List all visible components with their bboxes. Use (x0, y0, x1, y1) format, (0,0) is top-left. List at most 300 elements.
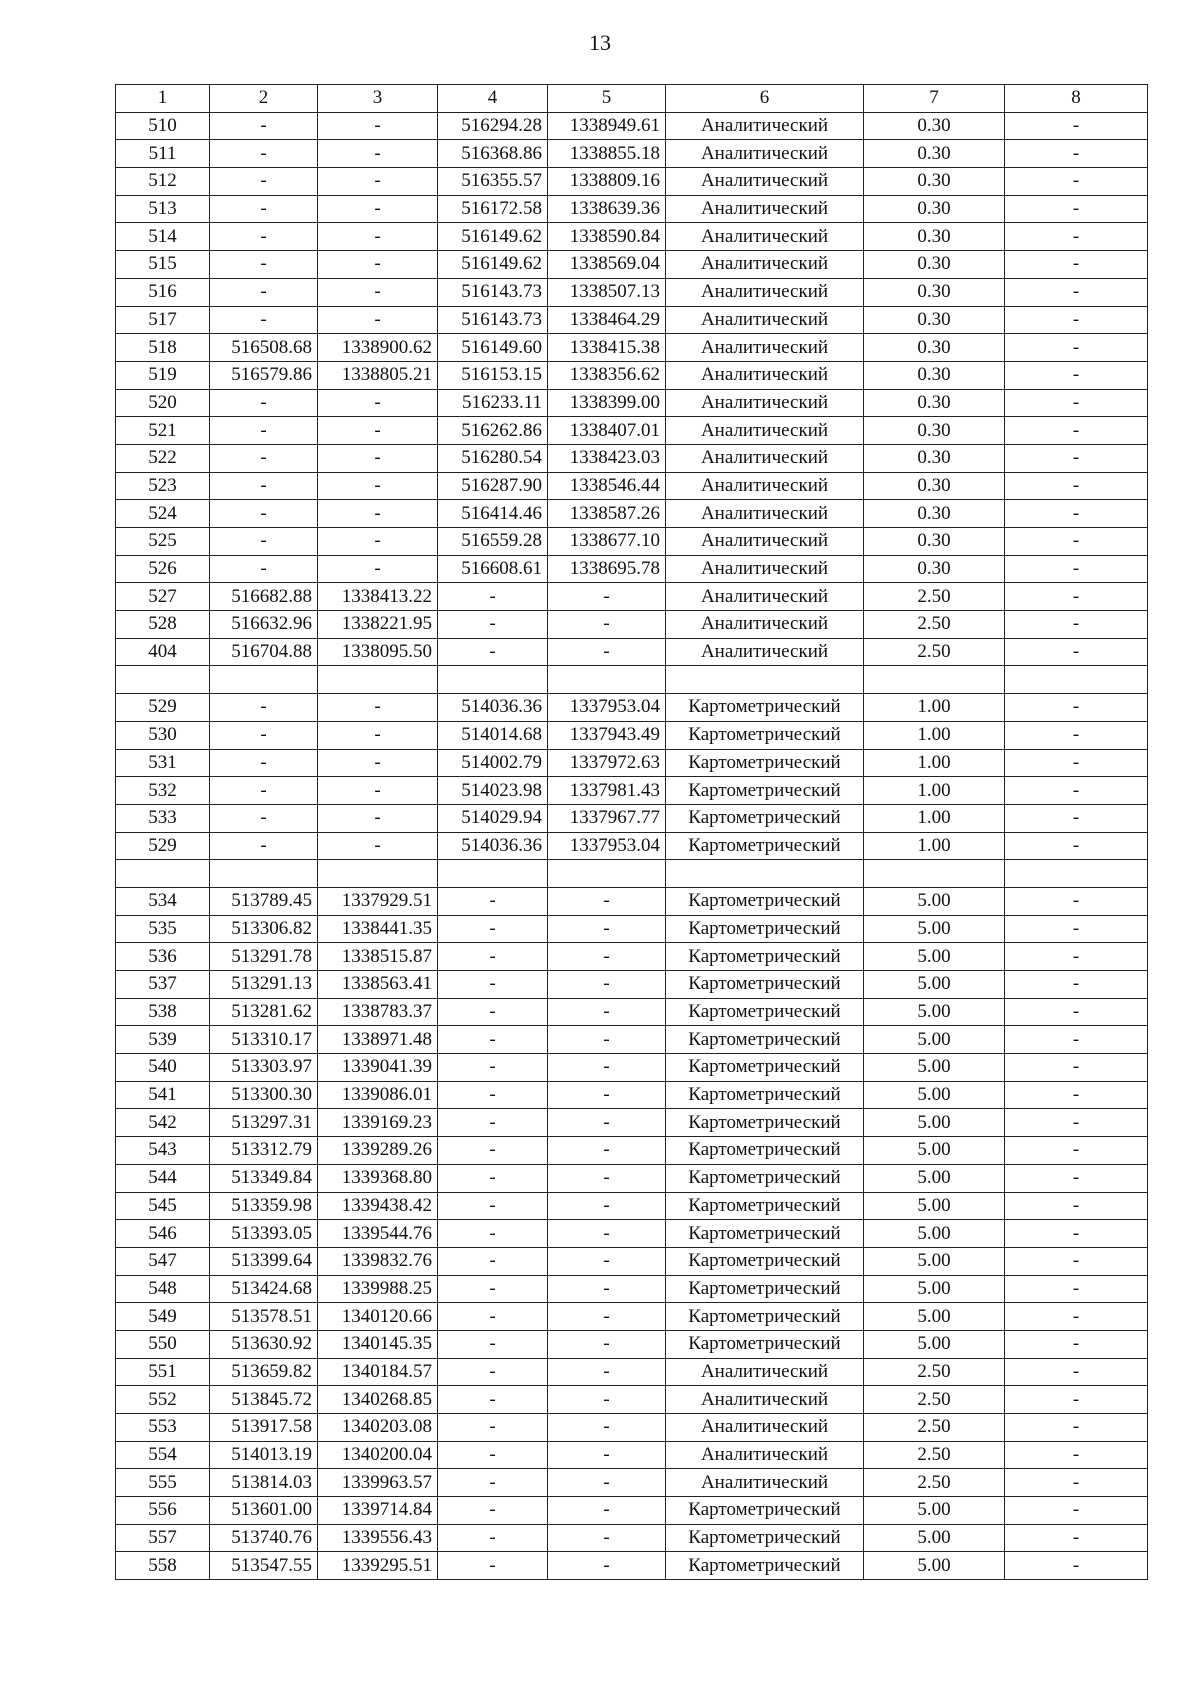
table-cell: - (548, 1137, 666, 1165)
table-cell: 514036.36 (438, 832, 548, 860)
table-cell: 514002.79 (438, 749, 548, 777)
table-row (116, 223, 1148, 251)
table-cell: 528 (116, 611, 210, 639)
table-cell: - (438, 887, 548, 915)
table-cell: 5.00 (864, 1247, 1005, 1275)
table-cell: 529 (116, 832, 210, 860)
table-cell: - (1005, 1220, 1148, 1248)
table-cell: 5.00 (864, 1109, 1005, 1137)
table-cell: Картометрический (666, 998, 864, 1026)
table-cell: 5.00 (864, 1524, 1005, 1552)
table-cell: 513306.82 (210, 915, 318, 943)
table-row (116, 721, 1148, 749)
table-cell: 1338356.62 (548, 361, 666, 389)
table-cell: 1340203.08 (318, 1414, 438, 1442)
table-row (116, 528, 1148, 556)
table-cell: - (1005, 1303, 1148, 1331)
table-cell: - (1005, 1414, 1148, 1442)
table-cell: 5.00 (864, 971, 1005, 999)
table-cell: - (1005, 1026, 1148, 1054)
table-cell: - (318, 112, 438, 140)
table-cell: - (548, 638, 666, 666)
table-cell: 516143.73 (438, 306, 548, 334)
table-cell: - (548, 1469, 666, 1497)
table-cell: - (1005, 1358, 1148, 1386)
table-cell: - (318, 721, 438, 749)
table-cell: 1338569.04 (548, 251, 666, 279)
table-row (116, 306, 1148, 334)
table-cell (116, 666, 210, 694)
table-cell: Аналитический (666, 361, 864, 389)
table-cell: - (548, 1026, 666, 1054)
table-cell: - (318, 251, 438, 279)
table-cell: 5.00 (864, 1275, 1005, 1303)
table-cell: - (1005, 1552, 1148, 1580)
table-cell: 545 (116, 1192, 210, 1220)
table-cell: 1338546.44 (548, 472, 666, 500)
table-cell: - (210, 223, 318, 251)
table-cell: 2.50 (864, 638, 1005, 666)
table-cell: 5.00 (864, 1497, 1005, 1525)
table-row (116, 1054, 1148, 1082)
table-cell: 523 (116, 472, 210, 500)
table-cell: - (210, 444, 318, 472)
table-cell: - (548, 611, 666, 639)
table-cell: - (1005, 500, 1148, 528)
table-cell: 532 (116, 777, 210, 805)
table-cell: 516355.57 (438, 168, 548, 196)
table-cell: 513300.30 (210, 1081, 318, 1109)
table-cell: - (438, 1524, 548, 1552)
table-cell: 0.30 (864, 389, 1005, 417)
table-cell: Аналитический (666, 278, 864, 306)
table-cell: 513789.45 (210, 887, 318, 915)
table-cell: - (1005, 943, 1148, 971)
table-cell: - (438, 1497, 548, 1525)
table-cell: 541 (116, 1081, 210, 1109)
table-cell: - (1005, 168, 1148, 196)
table-cell (864, 860, 1005, 888)
table-row (116, 472, 1148, 500)
table-cell: Картометрический (666, 1137, 864, 1165)
table-cell: 1337943.49 (548, 721, 666, 749)
table-cell: 513399.64 (210, 1247, 318, 1275)
table-cell: - (548, 1552, 666, 1580)
table-cell: - (318, 444, 438, 472)
table-cell: Картометрический (666, 1330, 864, 1358)
table-cell: - (548, 1358, 666, 1386)
table-cell: 513291.78 (210, 943, 318, 971)
table-cell: - (1005, 555, 1148, 583)
table-cell: - (1005, 389, 1148, 417)
table-cell: 533 (116, 804, 210, 832)
table-row (116, 251, 1148, 279)
table-cell: 1.00 (864, 749, 1005, 777)
table-cell: - (548, 1524, 666, 1552)
table-cell: 0.30 (864, 528, 1005, 556)
table-cell: - (210, 694, 318, 722)
table-cell (318, 860, 438, 888)
table-cell: Аналитический (666, 555, 864, 583)
table-cell: 516632.96 (210, 611, 318, 639)
table-header-row (116, 85, 1148, 113)
table-cell: - (210, 278, 318, 306)
table-cell: 519 (116, 361, 210, 389)
table-cell (210, 666, 318, 694)
table-cell: 513547.55 (210, 1552, 318, 1580)
table-cell: - (1005, 1524, 1148, 1552)
table-row (116, 943, 1148, 971)
table-cell: 516608.61 (438, 555, 548, 583)
table-cell: Картометрический (666, 1497, 864, 1525)
table-cell (666, 860, 864, 888)
table-row (116, 444, 1148, 472)
table-cell: Аналитический (666, 112, 864, 140)
table-cell: - (438, 1247, 548, 1275)
table-row (116, 666, 1148, 694)
header-cell: 6 (666, 85, 864, 113)
coordinates-table (115, 84, 1148, 1580)
table-cell: - (438, 1109, 548, 1137)
table-cell: Картометрический (666, 1552, 864, 1580)
table-cell: Картометрический (666, 832, 864, 860)
table-cell: - (438, 1054, 548, 1082)
table-cell: 513359.98 (210, 1192, 318, 1220)
table-cell: Картометрический (666, 804, 864, 832)
table-cell: 552 (116, 1386, 210, 1414)
table-cell: 1339438.42 (318, 1192, 438, 1220)
table-row (116, 1386, 1148, 1414)
table-cell: 516149.62 (438, 251, 548, 279)
table-cell: 516280.54 (438, 444, 548, 472)
table-row (116, 1275, 1148, 1303)
table-cell: - (318, 223, 438, 251)
table-row (116, 1081, 1148, 1109)
table-cell: 516149.60 (438, 334, 548, 362)
table-cell: 1338695.78 (548, 555, 666, 583)
table-cell: - (1005, 832, 1148, 860)
table-cell: 5.00 (864, 1081, 1005, 1109)
table-cell: 5.00 (864, 998, 1005, 1026)
table-row (116, 1358, 1148, 1386)
table-cell: 0.30 (864, 472, 1005, 500)
table-cell: - (1005, 887, 1148, 915)
table-cell: - (1005, 1497, 1148, 1525)
table-cell: - (1005, 1081, 1148, 1109)
table-cell: - (548, 1192, 666, 1220)
table-cell: - (1005, 472, 1148, 500)
table-cell: 522 (116, 444, 210, 472)
table-cell: 521 (116, 417, 210, 445)
table-cell: 1339988.25 (318, 1275, 438, 1303)
table-cell: Картометрический (666, 1524, 864, 1552)
table-cell (548, 666, 666, 694)
table-cell: 544 (116, 1164, 210, 1192)
table-cell: Аналитический (666, 140, 864, 168)
table-cell: Картометрический (666, 1054, 864, 1082)
table-cell: Картометрический (666, 1247, 864, 1275)
table-cell: 0.30 (864, 112, 1005, 140)
header-cell: 3 (318, 85, 438, 113)
table-cell: - (438, 1081, 548, 1109)
table-cell: Картометрический (666, 1109, 864, 1137)
table-row (116, 804, 1148, 832)
table-cell: 516149.62 (438, 223, 548, 251)
table-cell: - (1005, 334, 1148, 362)
table-cell: 1337972.63 (548, 749, 666, 777)
table-cell: 5.00 (864, 1026, 1005, 1054)
table-cell: - (548, 915, 666, 943)
table-cell: - (1005, 638, 1148, 666)
table-cell: 1339832.76 (318, 1247, 438, 1275)
table-cell: - (1005, 1247, 1148, 1275)
table-cell: Картометрический (666, 749, 864, 777)
table-cell: Аналитический (666, 1358, 864, 1386)
table-cell: 5.00 (864, 1552, 1005, 1580)
table-cell: - (1005, 361, 1148, 389)
table-cell: - (1005, 528, 1148, 556)
table-cell (1005, 860, 1148, 888)
table-cell: 555 (116, 1469, 210, 1497)
table-row (116, 500, 1148, 528)
table-cell: 1339169.23 (318, 1109, 438, 1137)
header-cell: 5 (548, 85, 666, 113)
table-cell: - (438, 1469, 548, 1497)
table-cell: - (1005, 1275, 1148, 1303)
table-cell: 556 (116, 1497, 210, 1525)
table-cell: 1338413.22 (318, 583, 438, 611)
table-cell (1005, 666, 1148, 694)
table-cell: 514014.68 (438, 721, 548, 749)
table-row (116, 1524, 1148, 1552)
table-cell: - (1005, 777, 1148, 805)
header-cell: 8 (1005, 85, 1148, 113)
table-cell: Картометрический (666, 1026, 864, 1054)
table-cell: - (548, 583, 666, 611)
table-cell: - (1005, 112, 1148, 140)
table-cell: 542 (116, 1109, 210, 1137)
table-cell: 535 (116, 915, 210, 943)
table-cell: 1.00 (864, 832, 1005, 860)
table-cell: 531 (116, 749, 210, 777)
table-cell: - (210, 749, 318, 777)
table-cell: - (548, 998, 666, 1026)
table-row (116, 915, 1148, 943)
table-cell: 1339544.76 (318, 1220, 438, 1248)
table-cell (438, 860, 548, 888)
table-cell: - (438, 1330, 548, 1358)
table-cell: Картометрический (666, 1081, 864, 1109)
table-cell: - (1005, 444, 1148, 472)
table-cell: 1339714.84 (318, 1497, 438, 1525)
table-cell: - (318, 832, 438, 860)
table-cell: Картометрический (666, 1303, 864, 1331)
table-cell: 5.00 (864, 915, 1005, 943)
table-row (116, 749, 1148, 777)
table-cell: 1339086.01 (318, 1081, 438, 1109)
table-cell: - (548, 1386, 666, 1414)
table-cell: 5.00 (864, 1330, 1005, 1358)
table-row (116, 1109, 1148, 1137)
table-cell: 546 (116, 1220, 210, 1248)
table-cell: Аналитический (666, 389, 864, 417)
table-cell: 0.30 (864, 278, 1005, 306)
table-cell: 513578.51 (210, 1303, 318, 1331)
table-cell: 1340145.35 (318, 1330, 438, 1358)
table-cell: 1339041.39 (318, 1054, 438, 1082)
table-cell: 513424.68 (210, 1275, 318, 1303)
table-cell: 512 (116, 168, 210, 196)
table-cell: 1339368.80 (318, 1164, 438, 1192)
table-cell: - (1005, 998, 1148, 1026)
table-cell: - (1005, 1164, 1148, 1192)
table-cell: 2.50 (864, 1441, 1005, 1469)
table-cell: - (548, 1109, 666, 1137)
table-cell: - (1005, 1469, 1148, 1497)
table-cell: 1338415.38 (548, 334, 666, 362)
table-cell: 1338441.35 (318, 915, 438, 943)
table-cell: 2.50 (864, 1469, 1005, 1497)
table-cell: - (438, 1441, 548, 1469)
table-cell: 1337953.04 (548, 694, 666, 722)
table-cell: - (1005, 223, 1148, 251)
table-cell: - (210, 500, 318, 528)
table-cell: - (548, 1441, 666, 1469)
table-cell: - (548, 1054, 666, 1082)
table-cell: 0.30 (864, 444, 1005, 472)
header-cell: 4 (438, 85, 548, 113)
table-cell: Аналитический (666, 528, 864, 556)
table-cell: Аналитический (666, 1386, 864, 1414)
table-cell: - (548, 971, 666, 999)
table-body (116, 112, 1148, 1579)
table-cell: 513393.05 (210, 1220, 318, 1248)
table-cell: 1338677.10 (548, 528, 666, 556)
table-cell: - (1005, 694, 1148, 722)
table-cell: - (548, 1303, 666, 1331)
table-cell: Картометрический (666, 915, 864, 943)
table-cell: 1340120.66 (318, 1303, 438, 1331)
table-cell: - (1005, 804, 1148, 832)
table-cell: - (318, 555, 438, 583)
table-cell: 516287.90 (438, 472, 548, 500)
table-cell: 2.50 (864, 611, 1005, 639)
table-cell: 1338805.21 (318, 361, 438, 389)
table-cell: - (438, 1552, 548, 1580)
table-row (116, 389, 1148, 417)
table-cell: 511 (116, 140, 210, 168)
table-cell: 513281.62 (210, 998, 318, 1026)
table-cell: - (318, 417, 438, 445)
table-cell: Аналитический (666, 1469, 864, 1497)
table-row (116, 1303, 1148, 1331)
table-cell (864, 666, 1005, 694)
table-cell: 1338900.62 (318, 334, 438, 362)
table-cell: Картометрический (666, 971, 864, 999)
table-cell: 5.00 (864, 1192, 1005, 1220)
table-cell: Аналитический (666, 417, 864, 445)
table-cell: 548 (116, 1275, 210, 1303)
table-row (116, 777, 1148, 805)
table-cell: 1338464.29 (548, 306, 666, 334)
table-cell: 513917.58 (210, 1414, 318, 1442)
table-cell: - (210, 168, 318, 196)
table-cell (116, 860, 210, 888)
table-cell: 557 (116, 1524, 210, 1552)
table-row (116, 361, 1148, 389)
table-cell: 1338095.50 (318, 638, 438, 666)
table-cell: - (438, 943, 548, 971)
table-cell: - (210, 417, 318, 445)
table-row (116, 1441, 1148, 1469)
table-cell: 516579.86 (210, 361, 318, 389)
table-cell: Аналитический (666, 444, 864, 472)
table-cell: 1338563.41 (318, 971, 438, 999)
table-cell: - (1005, 1054, 1148, 1082)
table-cell: 1.00 (864, 804, 1005, 832)
table-cell: Аналитический (666, 583, 864, 611)
table-cell: 1.00 (864, 694, 1005, 722)
table-cell: Аналитический (666, 611, 864, 639)
table-cell (210, 860, 318, 888)
table-cell: - (1005, 195, 1148, 223)
table-cell: 513814.03 (210, 1469, 318, 1497)
table-cell: 534 (116, 887, 210, 915)
table-cell: 537 (116, 971, 210, 999)
table-cell: 1339289.26 (318, 1137, 438, 1165)
table-cell: 516233.11 (438, 389, 548, 417)
table-cell (548, 860, 666, 888)
table-cell: 1338507.13 (548, 278, 666, 306)
table-cell: - (318, 389, 438, 417)
table-cell: - (318, 777, 438, 805)
table-cell: 1339295.51 (318, 1552, 438, 1580)
table-cell: 2.50 (864, 583, 1005, 611)
table-cell: 5.00 (864, 887, 1005, 915)
table-cell: 527 (116, 583, 210, 611)
table-cell: 558 (116, 1552, 210, 1580)
table-cell: 513630.92 (210, 1330, 318, 1358)
table-cell: - (548, 1330, 666, 1358)
table-cell: 539 (116, 1026, 210, 1054)
table-cell: - (438, 638, 548, 666)
table-cell: 516414.46 (438, 500, 548, 528)
table-cell: - (210, 832, 318, 860)
table-cell: - (1005, 251, 1148, 279)
table-cell: Аналитический (666, 168, 864, 196)
table-row (116, 1026, 1148, 1054)
header-cell: 2 (210, 85, 318, 113)
table-cell: Аналитический (666, 306, 864, 334)
table-cell: 513845.72 (210, 1386, 318, 1414)
table-cell: Картометрический (666, 721, 864, 749)
table-cell: 0.30 (864, 555, 1005, 583)
table-cell: - (318, 306, 438, 334)
table-cell: 0.30 (864, 306, 1005, 334)
table-cell: - (1005, 1441, 1148, 1469)
table-cell: Аналитический (666, 472, 864, 500)
table-cell: Аналитический (666, 251, 864, 279)
table-cell: 516 (116, 278, 210, 306)
table-cell: 551 (116, 1358, 210, 1386)
table-cell: 1338949.61 (548, 112, 666, 140)
table-cell: - (1005, 417, 1148, 445)
table-cell: - (438, 1026, 548, 1054)
table-row (116, 971, 1148, 999)
table-cell: 536 (116, 943, 210, 971)
table-cell: 540 (116, 1054, 210, 1082)
table-cell: Картометрический (666, 1164, 864, 1192)
